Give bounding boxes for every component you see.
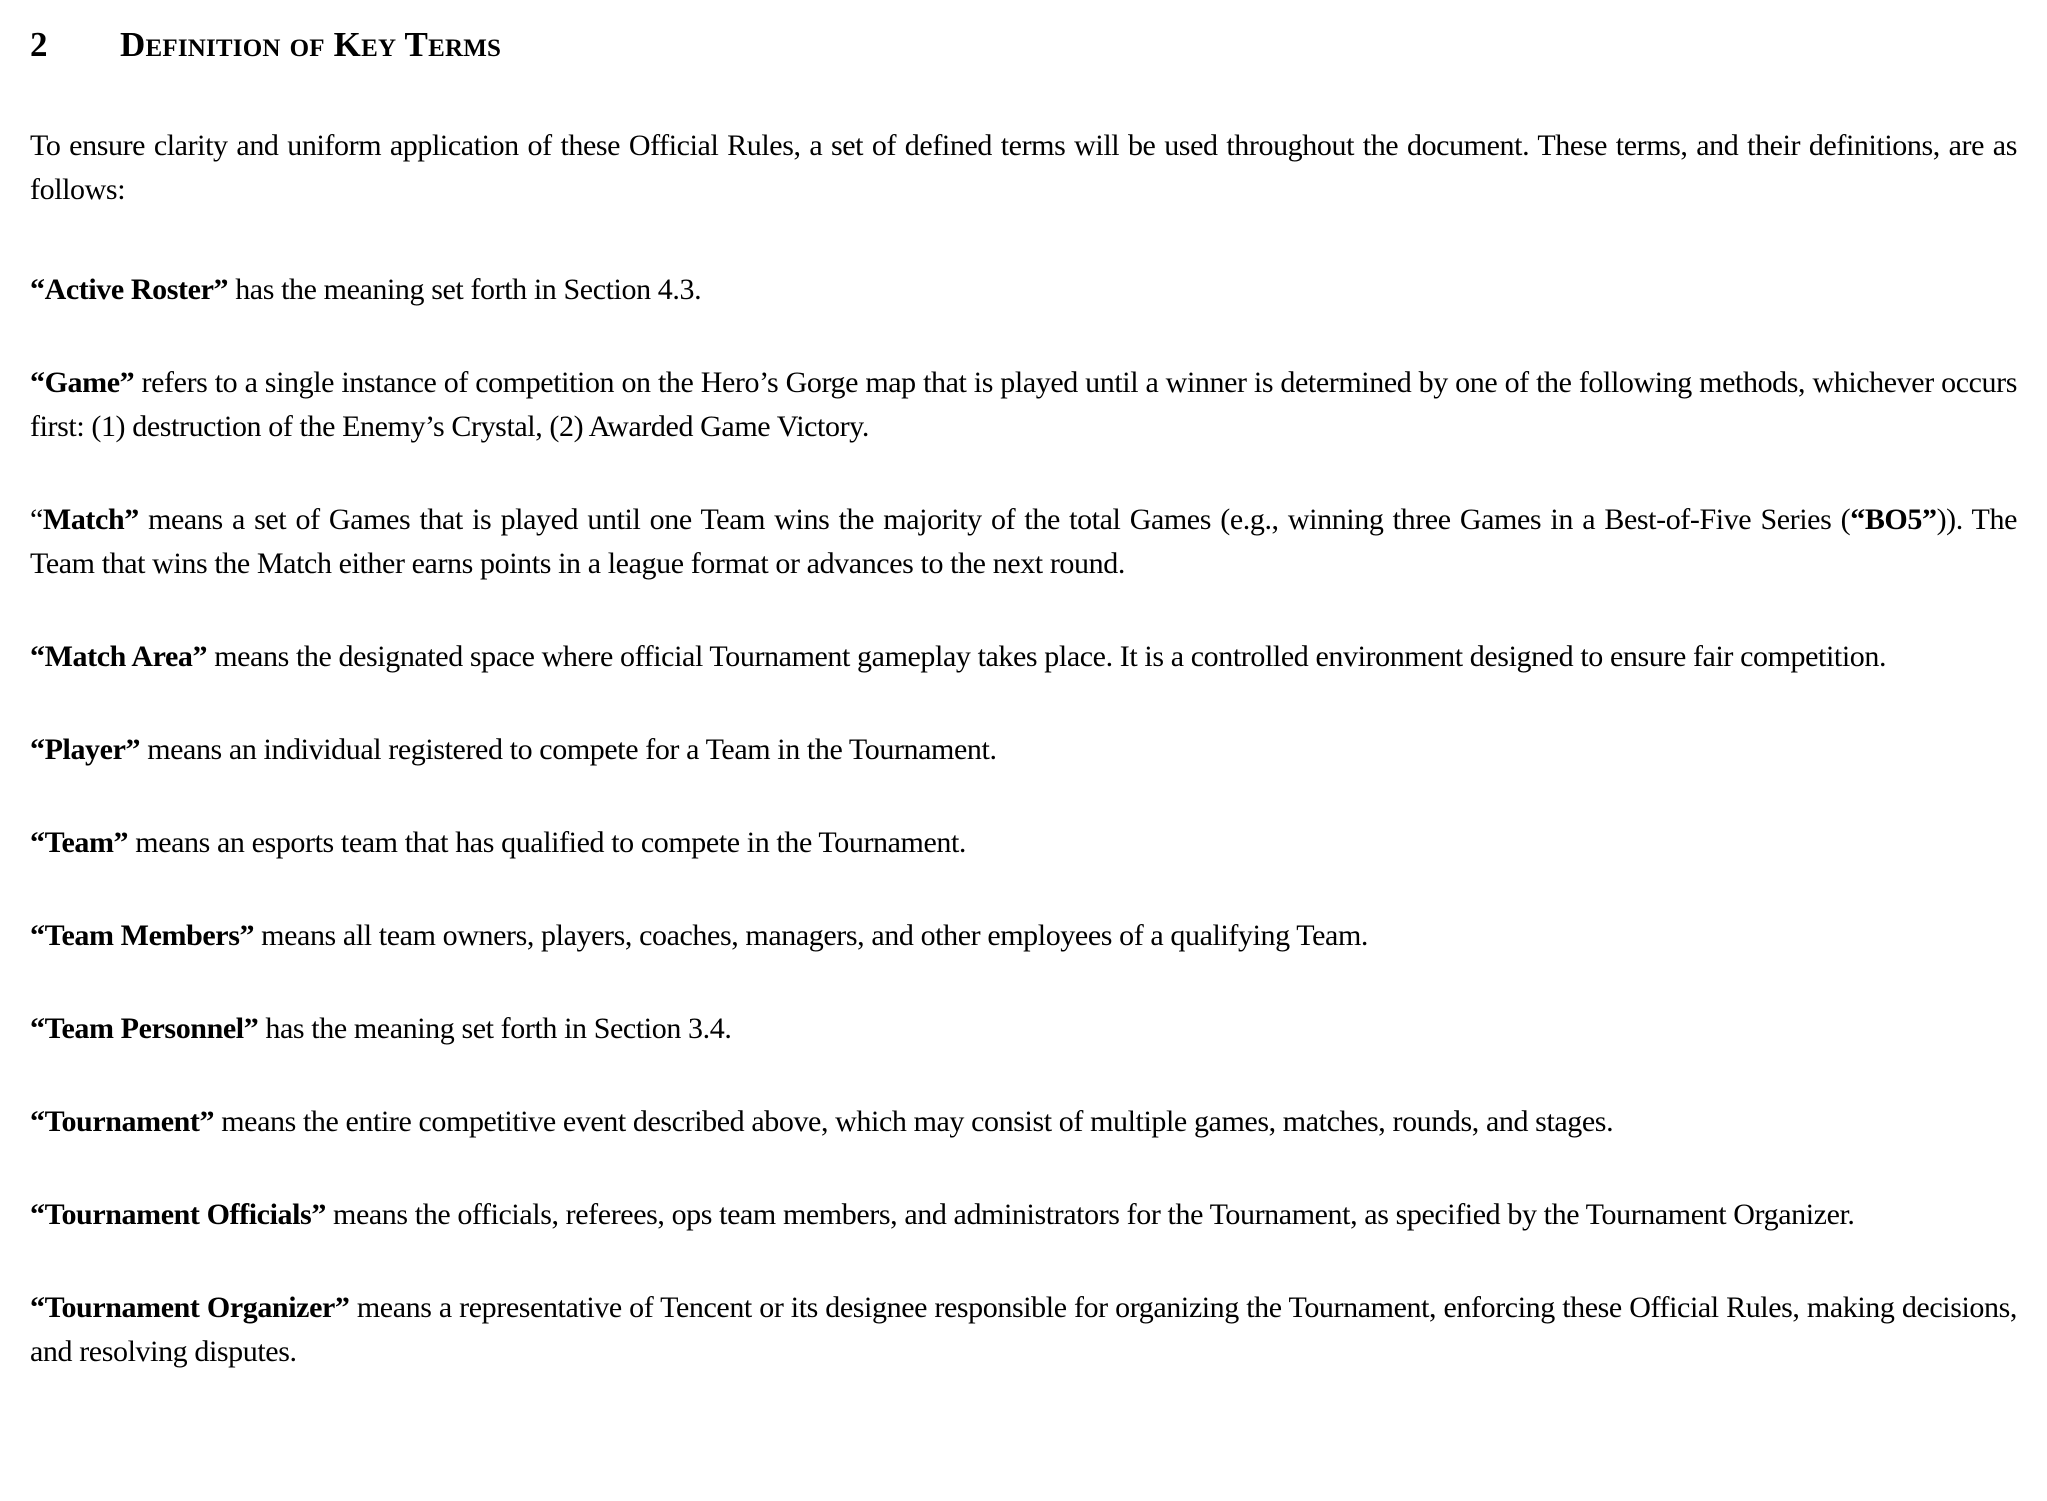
definition-tournament-officials: [30, 1193, 2017, 1237]
definition-text: means a representative of Tencent or its designee responsible for organizing the Tournament, enforcing these Official Rules, making decisions, and resolving disputes.: [30, 1291, 2017, 1368]
definition-game: [30, 361, 2017, 449]
defined-term: “Match Area”: [30, 640, 208, 673]
definition-tournament: [30, 1100, 2017, 1144]
definition-text: means the entire competitive event described above, which may consist of multiple games, matches, rounds, and stages.: [214, 1105, 1614, 1138]
defined-term: “Player”: [30, 733, 141, 766]
defined-term: “Tournament Officials”: [30, 1198, 326, 1231]
definition-text: “: [30, 503, 43, 536]
definition-text: means the officials, referees, ops team members, and administrators for the Tournament, as specified by the Tournament Organizer.: [325, 1198, 1855, 1231]
definition-text: has the meaning set forth in Section 4.3.: [228, 273, 702, 306]
defined-term: Match”: [42, 503, 139, 536]
definition-match: [30, 498, 2017, 586]
defined-term: “Team Personnel”: [30, 1012, 259, 1045]
definition-player: [30, 728, 2017, 772]
definition-text: means an individual registered to compete for a Team in the Tournament.: [140, 733, 997, 766]
definition-text: means all team owners, players, coaches, managers, and other employees of a qualifying Team.: [254, 919, 1368, 952]
definition-text: means the designated space where official Tournament gameplay takes place. It is a controlled environment designed to ensure fair competition.: [207, 640, 1887, 673]
defined-term: “Active Roster”: [30, 273, 229, 306]
definition-match-area: [30, 635, 2017, 679]
definition-text: has the meaning set forth in Section 3.4.: [258, 1012, 732, 1045]
definition-team-members: [30, 914, 2017, 958]
defined-term: “Tournament Organizer”: [30, 1291, 350, 1324]
defined-term: “Game”: [30, 366, 135, 399]
defined-term-bo5: “BO5”: [1850, 503, 1937, 536]
definition-team: [30, 821, 2017, 865]
definition-active-roster: [30, 268, 2017, 312]
defined-term: “Tournament”: [30, 1105, 215, 1138]
section-title: Definition of Key Terms: [120, 25, 502, 64]
defined-term: “Team”: [30, 826, 129, 859]
section-heading: [30, 24, 2017, 66]
definition-text: )). The Team that wins the Match either earns points in a league format or advances to the next round.: [30, 503, 2018, 580]
defined-term: “Team Members”: [30, 919, 255, 952]
section-number: 2: [30, 25, 48, 64]
definition-text: refers to a single instance of competition on the Hero’s Gorge map that is played until a winner is determined by one of the following methods, whichever occurs first: (1) destruction of the Enemy’s Crystal, (2) Awarded Game Victory.: [30, 366, 2017, 443]
definition-text: means a set of Games that is played until one Team wins the majority of the total Games (e.g., winning three Games in a Best-of-Five Series (: [138, 503, 1851, 536]
intro-paragraph: To ensure clarity and uniform application of these Official Rules, a set of defined terms will be used throughout the document. These terms, and their definitions, are as follows:: [30, 129, 2017, 206]
definition-team-personnel: [30, 1007, 2017, 1051]
definition-text: means an esports team that has qualified to compete in the Tournament.: [128, 826, 967, 859]
definition-tournament-organizer: [30, 1286, 2017, 1374]
